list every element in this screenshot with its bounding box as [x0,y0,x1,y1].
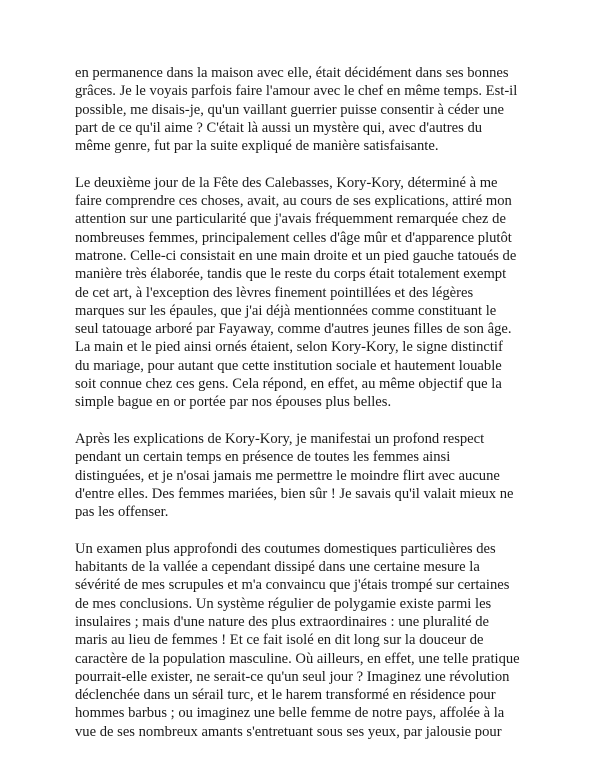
document-page [75,64,527,741]
paragraph-4: Un examen plus approfondi des coutumes domestiques particulières des habitants de la vallée a cependant dissipé dans une certaine mesure la sévérité de mes scrupules et m'a convaincu que j'étais trompé sur certaines de mes conclusions. Un système régulier de polygamie existe parmi les insulaires ; mais d'une nature des plus extraordinaires : une pluralité de maris au lieu de femmes ! Et ce fait isolé en dit long sur la douceur de caractère de la population masculine. Où ailleurs, en effet, une telle pratique pourrait-elle exister, ne serait-ce qu'un seul jour ? Imaginez une révolution déclenchée dans un sérail turc, et le harem transformé en résidence pour hommes barbus ; ou imaginez une belle femme de notre pays, affolée à la vue de ses nombreux amants s'entretuant sous ses yeux, par jalousie pour [75,540,520,740]
paragraph-3: Après les explications de Kory-Kory, je manifestai un profond respect pendant un certain temps en présence de toutes les femmes ainsi distinguées, et je n'osai jamais me permettre le moindre flirt avec aucune d'entre elles. Des femmes mariées, bien sûr ! Je savais qu'il valait mieux ne pas les offenser. [75,430,514,521]
paragraph-1: en permanence dans la maison avec elle, était décidément dans ses bonnes grâces. Je le voyais parfois faire l'amour avec le chef en même temps. Est-il possible, me disais-je, qu'un vaillant guerrier puisse consentir à céder une part de ce qu'il aime ? C'était là aussi un mystère qui, avec d'autres du même genre, fut par la suite expliqué de manière satisfaisante. [75,65,518,155]
paragraph-2: Le deuxième jour de la Fête des Calebasses, Kory-Kory, déterminé à me faire comprendre ces choses, avait, au cours de ses explications, attiré mon attention sur une particularité que j'avais fréquemment remarquée chez de nombreuses femmes, principalement celles d'âge mûr et d'apparence plutôt matrone. Celle-ci consistait en une main droite et un pied gauche tatoués de manière très élaborée, tandis que le reste du corps était totalement exempt de cet art, à l'exception des lèvres finement pointillées et des légères marques sur les épaules, que j'ai déjà mentionnées comme constituant le seul tatouage arboré par Fayaway, comme d'autres jeunes filles de son âge. La main et le pied ainsi ornés étaient, selon Kory-Kory, le signe distinctif du mariage, pour autant que cette institution sociale et hautement louable soit connue chez ces gens. Cela répond, en effet, au même objectif que la simple bague en or portée par nos épouses plus belles. [75,174,517,411]
